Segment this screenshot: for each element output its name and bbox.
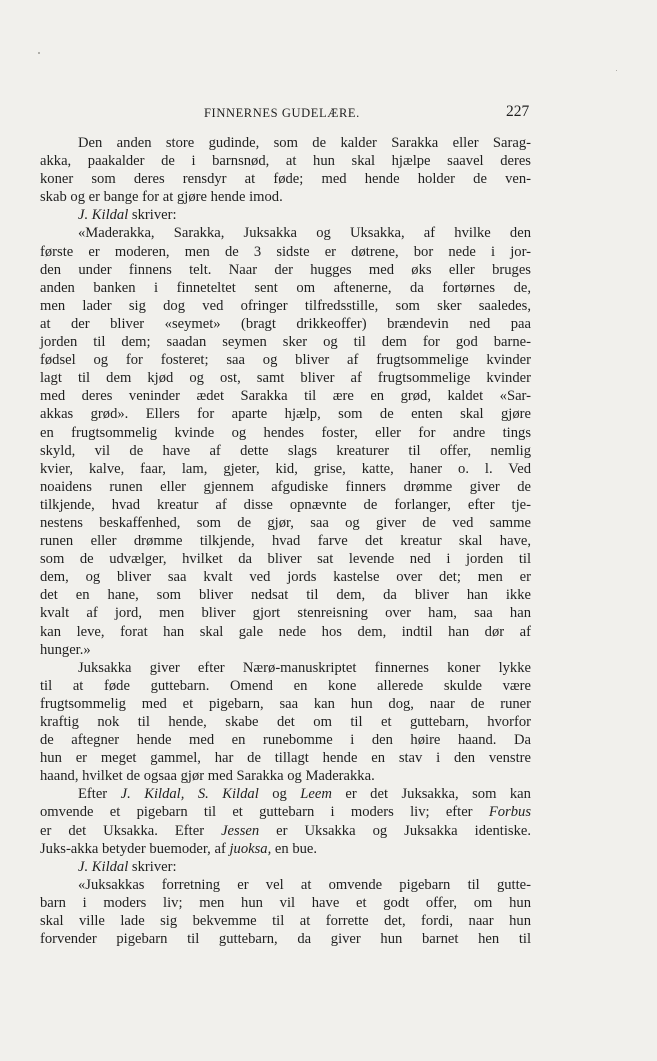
text-segment: tilkjende, hvad kreatur af disse opnævnte de forlanger, efter tje- xyxy=(40,496,531,513)
text-line xyxy=(40,822,531,840)
text-segment: skab og er bange for at gjøre hende imod. xyxy=(40,189,283,206)
text-segment: og xyxy=(258,786,301,803)
text-line xyxy=(40,568,531,586)
text-segment: men lader sig dog ved ofringer tilfredsstille, som sker saaledes, xyxy=(40,297,531,314)
italic-name: Jessen xyxy=(221,822,260,839)
running-head xyxy=(0,104,657,124)
text-line xyxy=(40,677,531,695)
text-segment: barn i moders liv; men hun vil have et godt offer, om hun xyxy=(40,894,531,911)
text-segment: hunger.» xyxy=(40,641,91,658)
text-segment: hun er meget gammel, har de tillagt hende en stav i den venstre xyxy=(40,750,531,767)
text-line xyxy=(40,369,531,387)
text-segment: Juksakka giver efter Nærø-manuskriptet finnernes koner lykke xyxy=(78,659,531,676)
text-line xyxy=(40,803,531,821)
text-segment: kan leve, forat han skal gale nede hos dem, indtil han dør af xyxy=(40,623,531,640)
text-line xyxy=(40,206,531,224)
text-segment: haand, hvilket de ogsaa gjør med Sarakka og Maderakka. xyxy=(40,768,375,785)
text-segment: Efter xyxy=(78,786,121,803)
text-segment: med deres veninder ædet Sarakka til ære en grød, kaldet «Sar- xyxy=(40,388,531,405)
text-segment: nestens beskaffenhed, som de gjør, saa og giver de ved samme xyxy=(40,514,531,531)
text-segment: «Juksakkas forretning er vel at omvende pigebarn til gutte- xyxy=(78,876,531,893)
text-line xyxy=(40,749,531,767)
text-segment: kvalt af jord, men bliver gjort stenreisning over ham, saa han xyxy=(40,605,531,622)
text-segment: noaidens runen eller gjennem afgudiske finners drømme giver de xyxy=(40,478,531,495)
text-segment: «Maderakka, Sarakka, Juksakka og Uksakka, af hvilke den xyxy=(78,225,531,242)
text-segment: til at føde guttebarn. Omend en kone allerede skulde være xyxy=(40,677,531,694)
text-segment: det en hane, som bliver nedsat til dem, da bliver han ikke xyxy=(40,587,531,604)
text-line xyxy=(40,912,531,930)
text-segment: skal ville lade sig bekvemme til at forrette det, fordi, naar hun xyxy=(40,913,531,930)
text-line xyxy=(40,532,531,550)
text-line xyxy=(40,279,531,297)
text-line xyxy=(40,478,531,496)
text-segment: lagt til dem kjød og ost, samt bliver af frugtsommelige kvinder xyxy=(40,370,531,387)
text-segment: skriver: xyxy=(128,207,177,224)
text-segment: fødsel og for fosteret; saa og bliver af frugtsommelige kvinder xyxy=(40,352,531,369)
italic-name: J. Kildal xyxy=(78,207,129,224)
text-line xyxy=(40,405,531,423)
italic-name: Forbus xyxy=(488,804,531,821)
text-line xyxy=(40,224,531,242)
text-line xyxy=(40,785,531,803)
text-line xyxy=(40,840,531,858)
text-segment: som de udvælger, hvilket da bliver sat levende ned i jorden til xyxy=(40,551,531,568)
text-segment: skyld, vil de have af dette slags kreaturer til offer, nemlig xyxy=(40,442,531,459)
italic-name: juoksa, xyxy=(229,840,272,857)
text-line xyxy=(40,261,531,279)
text-line xyxy=(40,858,531,876)
text-line xyxy=(40,767,531,785)
text-segment: den under finnens telt. Naar der hugges med øks eller bruges xyxy=(40,261,531,278)
text-segment: omvende et pigebarn til et guttebarn i moders liv; efter xyxy=(40,804,489,821)
text-line xyxy=(40,134,531,152)
running-title: FINNERNES GUDELÆRE. xyxy=(204,106,360,120)
text-line xyxy=(40,514,531,532)
text-segment: runen eller drømme tilkjende, hvad farve det kreatur skal have, xyxy=(40,533,531,550)
italic-name: S. Kildal xyxy=(197,786,259,803)
body-text xyxy=(40,134,531,948)
text-segment: akkas grød». Ellers for aparte hjælp, som de enten skal gjøre xyxy=(40,406,531,423)
text-line xyxy=(40,604,531,622)
paper-speck xyxy=(616,70,617,71)
text-line xyxy=(40,659,531,677)
text-segment: Den anden store gudinde, som de kalder Sarakka eller Sarag- xyxy=(78,135,531,151)
text-line xyxy=(40,894,531,912)
text-segment: dem, og bliver saa kvalt ved jords kastelse over det; men er xyxy=(40,569,531,586)
text-segment: en bue. xyxy=(271,840,318,857)
text-line xyxy=(40,623,531,641)
italic-name: J. Kildal xyxy=(78,858,129,875)
text-line xyxy=(40,731,531,749)
text-segment: er Uksakka og Juksakka identiske. xyxy=(259,822,532,839)
paper-speck xyxy=(38,52,40,54)
text-line xyxy=(40,496,531,514)
text-segment: en frugtsommelig kvinde og hendes foster, eller for andre tings xyxy=(40,424,531,441)
text-segment: er det Juksakka, som kan xyxy=(331,786,531,803)
text-line xyxy=(40,876,531,894)
text-segment: akka, paakalder de i barnsnød, at hun skal hjælpe saavel deres xyxy=(40,153,531,170)
italic-name: Leem xyxy=(300,786,332,803)
text-line xyxy=(40,460,531,478)
text-segment: forvender pigebarn til guttebarn, da giver hun barnet hen til xyxy=(40,931,531,948)
text-segment: første er moderen, men de 3 sidste er døtrene, bor nede i jor- xyxy=(40,243,531,260)
page-number: 227 xyxy=(506,103,530,120)
text-line xyxy=(40,641,531,659)
text-line xyxy=(40,695,531,713)
text-line xyxy=(40,442,531,460)
text-line xyxy=(40,297,531,315)
text-segment xyxy=(184,786,197,802)
text-line xyxy=(40,550,531,568)
text-segment: Juks-akka betyder buemoder, af xyxy=(40,840,230,857)
text-segment: kraftig nok til hende, skabe det om til et guttebarn, hvorfor xyxy=(40,714,531,730)
text-line xyxy=(40,170,531,188)
text-segment: de aftegner hende med en runebomme i den høire haand. Da xyxy=(40,732,531,749)
text-segment: er det Uksakka. Efter xyxy=(40,822,222,839)
text-segment: at der bliver «seymet» (bragt drikkeoffer) brændevin ned paa xyxy=(40,315,531,332)
text-segment: jorden til dem; saadan seymen sker og til dem for god barne- xyxy=(40,334,531,351)
text-line xyxy=(40,713,531,731)
text-line xyxy=(40,315,531,333)
text-line xyxy=(40,188,531,206)
text-line xyxy=(40,586,531,604)
text-segment: koner som deres rensdyr at føde; med hende holder de ven- xyxy=(40,171,531,188)
text-line xyxy=(40,930,531,948)
text-segment: anden banken i finneteltet sent om aftenerne, da fortørnes de, xyxy=(40,279,531,296)
text-line xyxy=(40,152,531,170)
text-line xyxy=(40,243,531,261)
text-line xyxy=(40,333,531,351)
text-segment: kvier, kalve, faar, lam, gjeter, kid, grise, katte, haner o. l. Ved xyxy=(40,460,531,477)
text-line xyxy=(40,424,531,442)
italic-name: J. Kildal, xyxy=(120,786,185,803)
text-segment: skriver: xyxy=(128,858,177,875)
text-segment: frugtsommelig med et pigebarn, saa kan hun dog, naar de runer xyxy=(40,695,531,712)
text-line xyxy=(40,387,531,405)
text-line xyxy=(40,351,531,369)
